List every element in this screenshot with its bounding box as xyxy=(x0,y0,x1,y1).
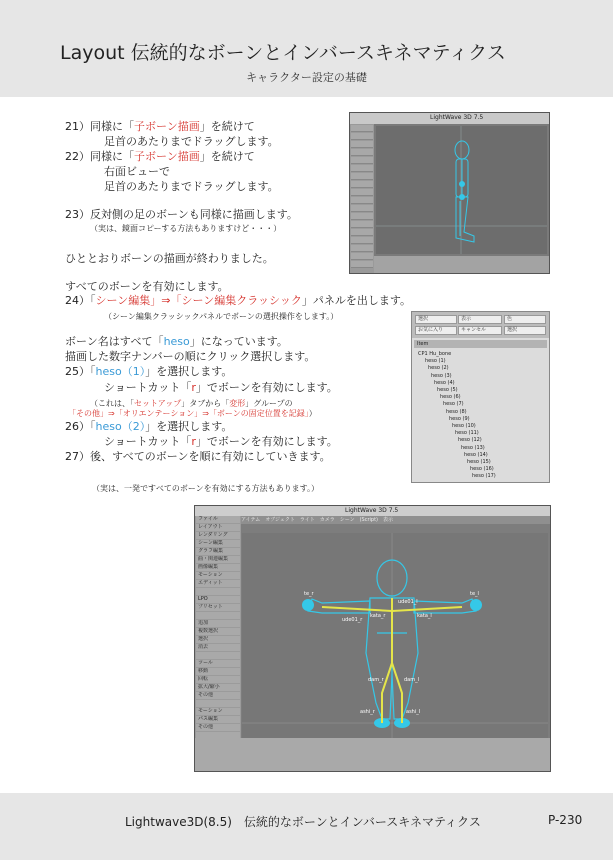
menu-command[interactable] xyxy=(196,652,240,659)
footer-text: Lightwave3D(8.5) 伝統的なボーンとインバースキネマティクス xyxy=(125,815,481,829)
menu-command[interactable]: ツール xyxy=(196,660,240,667)
timeline xyxy=(374,256,549,273)
scene-item-row[interactable]: heso (1) xyxy=(425,358,446,365)
click-order: 描画した数字ナンバーの順にクリック選択します。 xyxy=(65,350,316,363)
scene-item-row[interactable]: heso (9) xyxy=(449,415,470,422)
bone-label: te_l xyxy=(470,591,479,597)
menu-command[interactable]: シーン編集 xyxy=(196,540,240,547)
bone-label: ude01_l xyxy=(398,599,418,605)
window-titlebar: LightWave 3D 7.5 xyxy=(350,113,549,124)
scene-item-row[interactable]: heso (8) xyxy=(446,408,467,415)
bone-label: ashi_r xyxy=(360,709,375,715)
step-21: 21）同様に「子ボーン描画」を続けて xyxy=(65,120,255,133)
display-dropdown[interactable]: 表示 xyxy=(458,315,502,324)
bone-label: ude01_r xyxy=(342,617,363,623)
item-column-header: Item xyxy=(414,340,547,348)
step-21-line2: 足首のあたりまでドラッグします。 xyxy=(104,135,279,148)
menu-command[interactable]: 追加 xyxy=(196,620,240,627)
scene-item-row[interactable]: heso (5) xyxy=(437,387,458,393)
menu-command[interactable] xyxy=(196,700,240,707)
bone-label: dam_l xyxy=(404,677,419,683)
favorites-dropdown[interactable]: お気に入り xyxy=(415,326,457,335)
step-22: 22）同様に「子ボーン描画」を続けて xyxy=(65,150,255,163)
menu-command[interactable]: モーション xyxy=(196,708,240,715)
step-22-line3: 足首のあたりまでドラッグします。 xyxy=(104,180,279,193)
menu-command[interactable]: 曲・関連編集 xyxy=(196,556,240,563)
menu-command[interactable]: 拡大/縮小 xyxy=(196,684,240,691)
scene-item-row[interactable]: heso (15) xyxy=(467,459,491,465)
viewport xyxy=(376,126,547,254)
step-24-note: （シーン編集クラッシックパネルでボーンの選択操作をします。） xyxy=(104,312,339,321)
scene-item-row[interactable]: heso (17) xyxy=(472,473,496,480)
scene-item-row[interactable]: heso (7) xyxy=(443,401,464,408)
step-24: 24）「シーン編集」⇒「シーン編集クラッシック」パネルを出します。 xyxy=(65,294,411,307)
cancel-dropdown[interactable]: キャンセル xyxy=(458,326,502,335)
scene-item-row[interactable]: heso (3) xyxy=(431,372,452,379)
scene-item-row[interactable]: heso (16) xyxy=(470,466,494,473)
screenshot-front-view xyxy=(194,505,551,772)
bone-label: kata_r xyxy=(370,613,386,619)
scene-editor-toolbar xyxy=(412,312,549,338)
step-26-line2: ショートカット「r」でボーンを有効にします。 xyxy=(104,435,338,448)
menu-command[interactable]: その他 xyxy=(196,692,240,699)
viewport xyxy=(242,533,548,738)
menu-command[interactable]: グラフ編集 xyxy=(196,548,240,555)
scene-item-row[interactable]: heso (4) xyxy=(434,379,455,386)
menu-command[interactable]: 消去 xyxy=(196,644,240,651)
step-27: 27）後、すべてのボーンを順に有効にしていきます。 xyxy=(65,450,331,463)
page-footer xyxy=(0,793,613,860)
step-23-note: （実は、鏡面コピーする方法もありますけど・・・） xyxy=(90,224,282,233)
menu-command[interactable]: 画像編集 xyxy=(196,564,240,571)
menu-command[interactable]: 選択 xyxy=(196,636,240,643)
menu-command[interactable]: モーション xyxy=(196,572,240,579)
screenshot-side-view xyxy=(349,112,550,274)
scene-item-row[interactable]: heso (2) xyxy=(428,365,449,372)
menu-command[interactable]: 複数選択 xyxy=(196,628,240,635)
menu-command[interactable]: プリセット xyxy=(196,604,240,611)
menu-command[interactable]: レンダリング xyxy=(196,532,240,539)
bone-label: dam_r xyxy=(368,677,384,683)
page-subtitle: キャラクター設定の基礎 xyxy=(246,71,367,84)
screenshot-scene-editor xyxy=(411,311,550,483)
menu-tabs: アイテム オブジェクト ライト カメラ シーン (Script) 表示 xyxy=(241,516,550,524)
select2-dropdown[interactable]: 選択 xyxy=(504,326,546,335)
enable-all: すべてのボーンを有効にします。 xyxy=(65,280,229,293)
step-22-line2: 右面ビューで xyxy=(104,165,170,178)
menu-command[interactable]: LPO xyxy=(196,596,240,603)
bone-label: te_r xyxy=(304,591,314,597)
menu-command[interactable]: その他 xyxy=(196,724,240,731)
step-25: 25）「heso（1）」を選択します。 xyxy=(65,365,233,378)
menu-command[interactable] xyxy=(196,612,240,619)
step-25-note2: 「その他」⇒「オリエンテーション」⇒「ボーンの固定位置を記録」） xyxy=(68,409,317,418)
scene-item-row[interactable]: CP1 Hu_bone xyxy=(418,351,452,357)
menu-command[interactable] xyxy=(196,588,240,595)
menu-command[interactable]: エディット xyxy=(196,580,240,587)
final-note: （実は、一発ですべてのボーンを有効にする方法もあります。） xyxy=(92,484,320,493)
menu-command[interactable]: パス編集 xyxy=(196,716,240,723)
bone-label: ashi_l xyxy=(406,709,421,715)
bone-names: ボーン名はすべて「heso」になっています。 xyxy=(65,335,288,348)
scene-item-row[interactable]: heso (6) xyxy=(440,394,461,401)
menu-command[interactable]: レイアウト xyxy=(196,524,240,531)
menu-command[interactable]: ファイル xyxy=(196,516,240,523)
scene-item-row[interactable]: heso (14) xyxy=(464,451,488,458)
bone-label: kata_l xyxy=(417,613,432,619)
color-dropdown[interactable]: 色 xyxy=(504,315,546,324)
page-number: P-230 xyxy=(548,813,583,827)
step-26: 26）「heso（2）」を選択します。 xyxy=(65,420,233,433)
scene-item-row[interactable]: heso (13) xyxy=(461,444,485,451)
page-header xyxy=(0,0,613,97)
scene-item-row[interactable]: heso (12) xyxy=(458,437,482,444)
scene-item-row[interactable]: heso (11) xyxy=(455,430,479,437)
toolbar xyxy=(350,124,374,273)
step-25-note1: （これは、「セットアップ」タブから「変形」グループの xyxy=(90,399,293,408)
bone-figure-side xyxy=(376,126,547,254)
select-dropdown[interactable]: 選択 xyxy=(415,315,457,324)
menu-command[interactable]: 回転 xyxy=(196,676,240,683)
step-23: 23）反対側の足のボーンも同様に描画します。 xyxy=(65,208,298,221)
page-title: Layout 伝統的なボーンとインバースキネマティクス xyxy=(60,42,506,64)
command-menu xyxy=(195,516,241,738)
timeline-controls xyxy=(195,738,550,771)
drawing-done: ひととおりボーンの描画が終わりました。 xyxy=(65,252,274,265)
bone-figure-front xyxy=(242,533,548,738)
menu-command[interactable]: 移動 xyxy=(196,668,240,675)
scene-item-row[interactable]: heso (10) xyxy=(452,423,476,429)
window-titlebar: LightWave 3D 7.5 xyxy=(195,506,550,516)
step-25-line2: ショートカット「r」でボーンを有効にします。 xyxy=(104,381,338,394)
